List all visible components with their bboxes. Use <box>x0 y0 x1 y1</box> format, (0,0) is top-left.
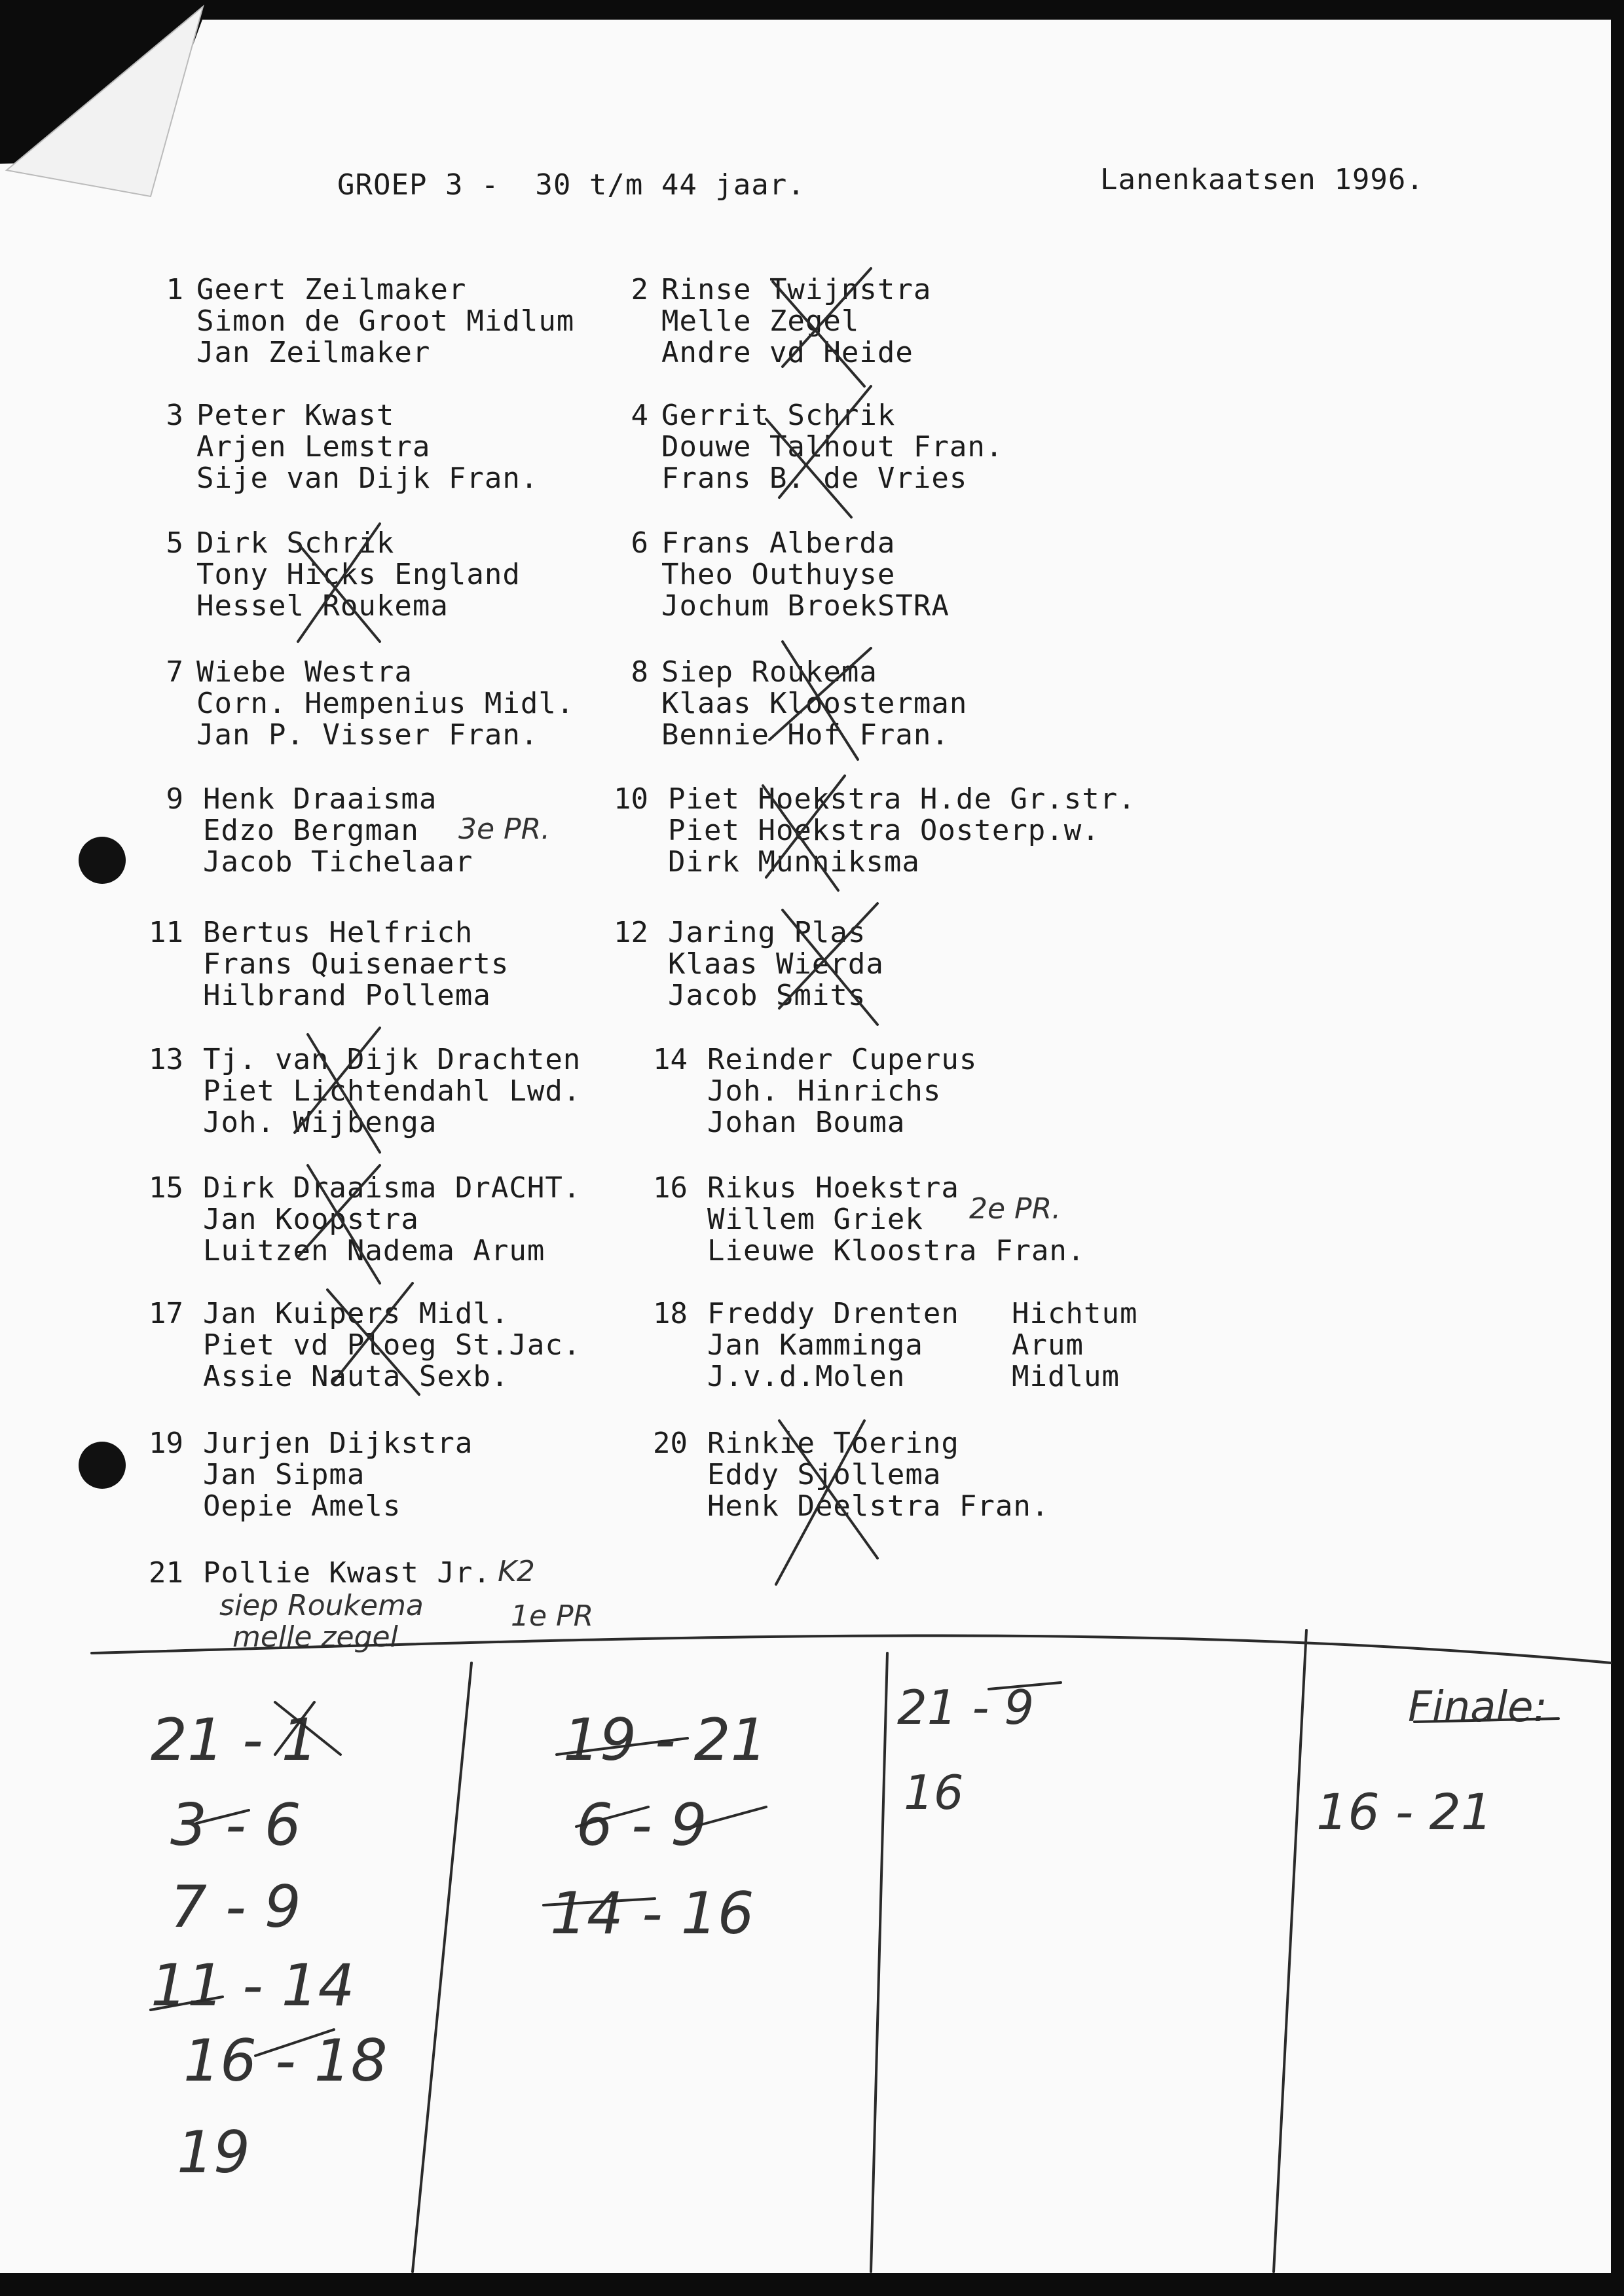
team-player: Piet Lichtendahl Lwd. <box>203 1074 581 1108</box>
team-player: Reinder Cuperus <box>707 1043 978 1076</box>
round1-match: 7 - 9 <box>170 1873 301 1941</box>
team-player: Piet Hoekstra Oosterp.w. <box>668 814 1100 847</box>
team-number: 7 <box>166 655 183 689</box>
team-player: Piet vd Ploeg St.Jac. <box>203 1328 581 1362</box>
team-player: Hilbrand Pollema <box>203 979 491 1012</box>
team-player: Jurjen Dijkstra <box>203 1427 473 1460</box>
team-number: 9 <box>166 782 183 816</box>
team-number: 1 <box>166 273 183 306</box>
team-number: 8 <box>631 655 648 689</box>
team-player: Johan Bouma <box>707 1106 906 1139</box>
round1-match: 3 - 6 <box>170 1791 301 1859</box>
team-player: Bennie Hof Fran. <box>661 718 950 752</box>
round1-bye: 19 <box>177 2119 250 2186</box>
team-number: 18 <box>653 1297 688 1330</box>
team-number: 15 <box>149 1171 183 1205</box>
team-player: Klaas Kloosterman <box>661 687 968 720</box>
team-player: Eddy Sjollema <box>707 1458 942 1491</box>
team-player: Oepie Amels <box>203 1489 401 1523</box>
team-player: Theo Outhuyse <box>661 558 896 591</box>
team-player: Corn. Hempenius Midl. <box>196 687 575 720</box>
team-player: Jan Kamminga <box>707 1328 923 1362</box>
team-player: Jan Zeilmaker <box>196 336 431 369</box>
team-player: Willem Griek <box>707 1203 923 1236</box>
team-player: Klaas Wierda <box>668 947 884 981</box>
team-player: Jaring Plas <box>668 916 866 949</box>
handwritten-player: siep Roukema <box>219 1589 424 1622</box>
round3-bye: 16 <box>904 1765 964 1820</box>
team-number: 3 <box>166 399 183 432</box>
team-player: Henk Draaisma <box>203 782 437 816</box>
round2-match: 6 - 9 <box>576 1791 707 1859</box>
punch-hole <box>79 837 126 884</box>
team-player: Arjen Lemstra <box>196 430 431 464</box>
prize-note-team21: 1e PR <box>511 1599 594 1633</box>
team-player: Pollie Kwast Jr. <box>203 1556 491 1590</box>
team-player: Siep Roukema <box>661 655 877 689</box>
team-number: 13 <box>149 1043 183 1076</box>
prize-note-team9: 3e PR. <box>458 812 551 846</box>
scan-edge-top <box>0 0 1624 20</box>
team-player: Rinkie Toering <box>707 1427 959 1460</box>
team-player: Joh. Hinrichs <box>707 1074 942 1108</box>
team-player: Jan Sipma <box>203 1458 365 1491</box>
team-number: 10 <box>614 782 648 816</box>
team-number: 19 <box>149 1427 183 1460</box>
team-place: Midlum <box>1012 1360 1120 1393</box>
group-title: GROEP 3 - 30 t/m 44 jaar. <box>337 168 805 202</box>
handwritten-player: melle zegel <box>232 1620 398 1654</box>
team-player: Andre vd Heide <box>661 336 913 369</box>
team-number: 16 <box>653 1171 688 1205</box>
round3-match: 21 - 9 <box>897 1680 1035 1735</box>
team-player: Joh. Wijbenga <box>203 1106 437 1139</box>
team-number: 6 <box>631 526 648 560</box>
folded-corner <box>0 0 210 210</box>
scan-edge-right <box>1611 0 1624 2296</box>
team-player: Lieuwe Kloostra Fran. <box>707 1234 1086 1267</box>
punch-hole <box>79 1442 126 1489</box>
team-number: 14 <box>653 1043 688 1076</box>
team-number: 20 <box>653 1427 688 1460</box>
team-place: Hichtum <box>1012 1297 1138 1330</box>
team-player: Rinse Twijnstra <box>661 273 932 306</box>
team-player: Luitzen Nadema Arum <box>203 1234 545 1267</box>
team-place: Arum <box>1012 1328 1084 1362</box>
team-player: Douwe Talhout Fran. <box>661 430 1004 464</box>
team-player: Peter Kwast <box>196 399 395 432</box>
team-player: Geert Zeilmaker <box>196 273 467 306</box>
team-player: Frans B. de Vries <box>661 462 968 495</box>
round1-match: 21 - 1 <box>151 1706 318 1774</box>
prize-note-team16: 2e PR. <box>969 1192 1061 1226</box>
team-player: Jan Koopstra <box>203 1203 419 1236</box>
team-player: Jacob Tichelaar <box>203 845 473 879</box>
scan-edge-bottom <box>0 2273 1624 2296</box>
team-player: Jochum BroekSTRA <box>661 589 950 623</box>
team-player: Gerrit Schrik <box>661 399 896 432</box>
team-number: 21 <box>149 1556 183 1590</box>
team-number: 5 <box>166 526 183 560</box>
round1-match: 16 - 18 <box>183 2027 388 2094</box>
team-number: 2 <box>631 273 648 306</box>
team-player: Dirk Draaisma DrACHT. <box>203 1171 581 1205</box>
team-player: Freddy Drenten <box>707 1297 959 1330</box>
event-title: Lanenkaatsen 1996. <box>1100 163 1424 196</box>
team-player: Dirk Schrik <box>196 526 395 560</box>
team-player: Assie Nauta Sexb. <box>203 1360 509 1393</box>
team-player: Edzo Bergman <box>203 814 419 847</box>
round1-match: 11 - 14 <box>151 1952 355 2019</box>
team-player: Jacob Smits <box>668 979 866 1012</box>
team-number: 11 <box>149 916 183 949</box>
team-player: Tony Hicks England <box>196 558 521 591</box>
team-player: Tj. van Dijk Drachten <box>203 1043 581 1076</box>
team-player: Frans Quisenaerts <box>203 947 509 981</box>
team-player: Jan P. Visser Fran. <box>196 718 539 752</box>
team-player: Rikus Hoekstra <box>707 1171 959 1205</box>
team-number: 12 <box>614 916 648 949</box>
team-player: Jan Kuipers Midl. <box>203 1297 509 1330</box>
team-player: Simon de Groot Midlum <box>196 304 575 338</box>
final-label: Finale: <box>1408 1683 1548 1732</box>
team-number: 17 <box>149 1297 183 1330</box>
round2-match: 19 - 21 <box>563 1706 767 1774</box>
team-player: J.v.d.Molen <box>707 1360 906 1393</box>
team-player: Hessel Roukema <box>196 589 449 623</box>
team-player: Sije van Dijk Fran. <box>196 462 539 495</box>
team-number: 4 <box>631 399 648 432</box>
team-player: Henk Deelstra Fran. <box>707 1489 1050 1523</box>
team-player: Wiebe Westra <box>196 655 413 689</box>
mark-team21: K2 <box>498 1555 535 1588</box>
team-player: Melle Zegel <box>661 304 860 338</box>
team-player: Piet Hoekstra H.de Gr.str. <box>668 782 1136 816</box>
team-player: Dirk Munniksma <box>668 845 920 879</box>
team-player: Bertus Helfrich <box>203 916 473 949</box>
round2-match: 14 - 16 <box>550 1880 754 1947</box>
team-player: Frans Alberda <box>661 526 896 560</box>
final-match: 16 - 21 <box>1316 1783 1493 1841</box>
